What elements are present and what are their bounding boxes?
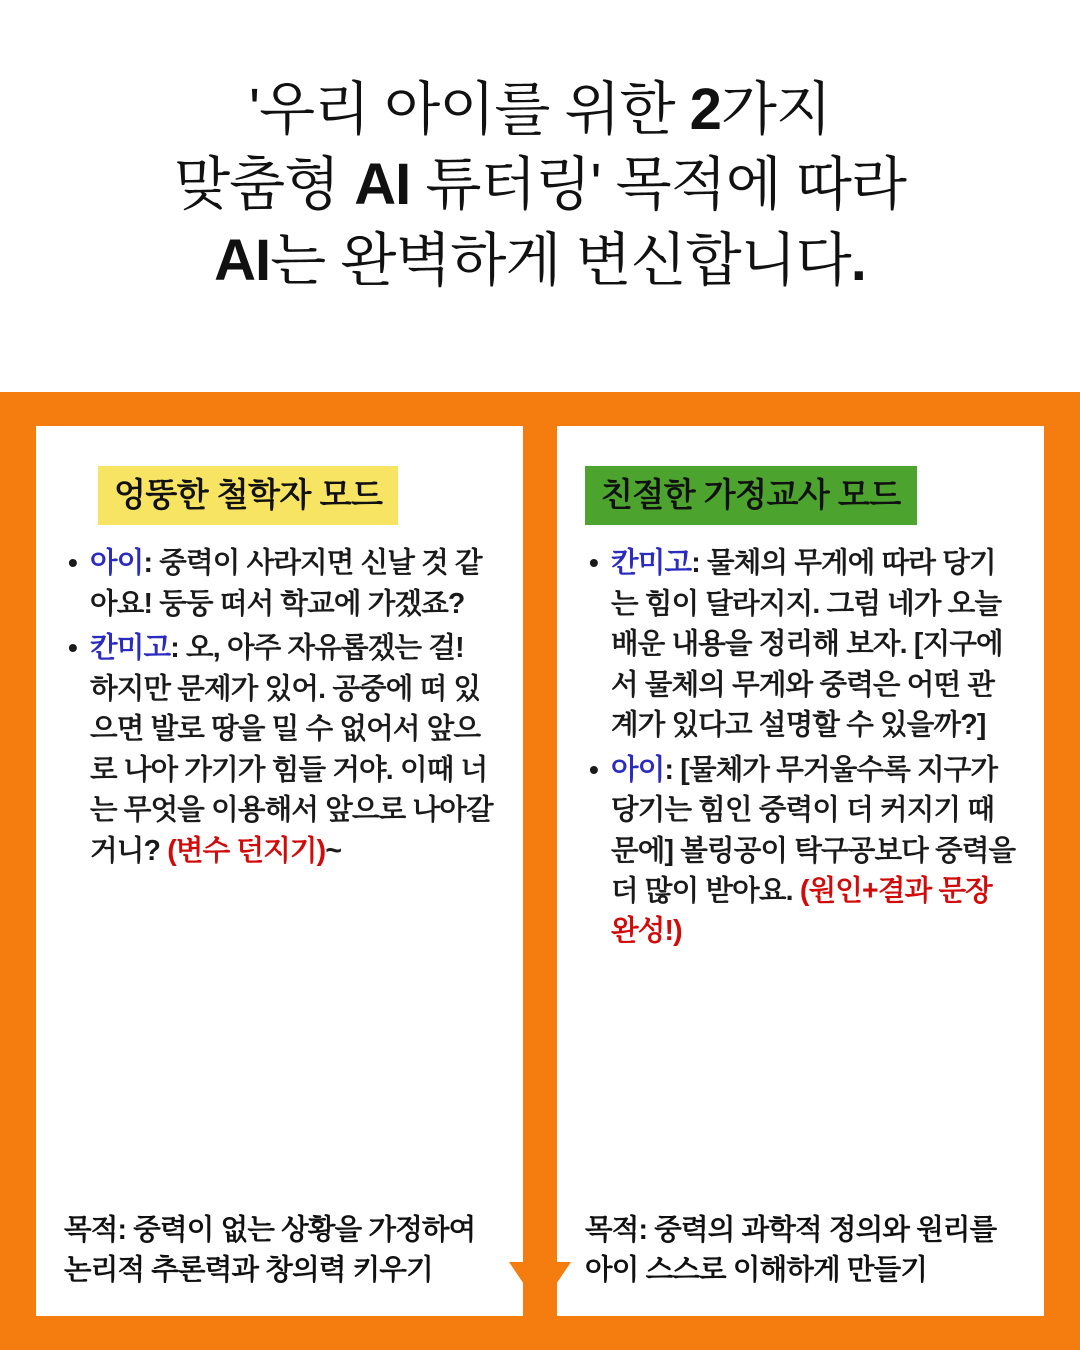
arrow-head-icon bbox=[509, 1262, 571, 1308]
card-right-purpose: 목적: 중력의 과학적 정의와 원리를 아이 스스로 이해하게 만들기 bbox=[585, 1214, 997, 1286]
dialog-text: : 오, 아주 자유롭겠는 걸! 하지만 문제가 있어. 공중에 떠 있으면 발로 땅을 밀 수 없어서 앞으로 나아 가기가 힘들 거야. 이때 너는 무엇을 이용해서 앞으로 나아갈 거니? bbox=[90, 632, 493, 867]
dialog-speaker: 칸미고 bbox=[611, 547, 692, 580]
headline-line-3 bbox=[40, 223, 1040, 298]
dialog-speaker: 아이 bbox=[90, 547, 144, 580]
headline-line-1-post: 가지 bbox=[720, 77, 831, 142]
headline-line-3-bold: AI bbox=[214, 227, 271, 293]
card-philosopher-mode bbox=[36, 426, 523, 1316]
headline-line-2 bbox=[40, 147, 1040, 222]
card-left-title: 엉뚱한 철학자 모드 bbox=[98, 466, 398, 525]
headline-line-2-pre: 맞춤형 bbox=[174, 152, 355, 218]
card-left-purpose: 목적: 중력이 없는 상황을 가정하여 논리적 추론력과 창의력 키우기 bbox=[64, 1214, 476, 1286]
list-item bbox=[64, 543, 495, 624]
dialog-tail: ~ bbox=[325, 834, 342, 867]
dialog-text: : 물체의 무게에 따라 당기는 힘이 달라지지. 그럼 네가 오늘 배운 내용을 정리해 보자. [지구에서 물체의 무게와 중력은 어떤 관계가 있다고 설명할 수 있을까?] bbox=[611, 547, 1003, 742]
headline-line-2-bold: AI bbox=[354, 152, 411, 218]
headline-line-1-bold: 2 bbox=[689, 77, 721, 142]
page-title bbox=[0, 0, 1080, 392]
dialog-text: : [물체가 무거울수록 지구가 당기는 힘인 중력이 더 커지기 때문에] 볼링공이 탁구공보다 중력을 더 많이 받아요. bbox=[611, 753, 1016, 907]
headline-line-3-period: . bbox=[850, 227, 866, 293]
card-right-title: 친절한 가정교사 모드 bbox=[585, 466, 917, 525]
headline-line-1-pre: '우리 아이를 위한 bbox=[249, 77, 690, 142]
dialog-highlight: (원인+결과 문장 완성!) bbox=[611, 875, 992, 948]
headline-line-1 bbox=[40, 72, 1040, 147]
headline-line-3-post: 는 완벽하게 변신합니다 bbox=[270, 227, 851, 293]
arrow-shaft bbox=[532, 392, 549, 1272]
dialog-speaker: 칸미고 bbox=[90, 632, 171, 665]
dialog-speaker: 아이 bbox=[611, 753, 665, 786]
card-left-dialog bbox=[64, 543, 495, 875]
list-item bbox=[64, 628, 495, 871]
card-tutor-mode bbox=[557, 426, 1044, 1316]
dialog-text: : 중력이 사라지면 신날 것 같아요! 둥둥 떠서 학교에 가겠죠? bbox=[90, 547, 482, 620]
list-item bbox=[585, 750, 1016, 952]
headline-line-2-post: 튜터링' 목적에 따라 bbox=[410, 152, 906, 218]
dialog-highlight: (변수 던지기) bbox=[167, 834, 326, 867]
arrow-down-icon bbox=[510, 392, 570, 422]
card-right-dialog bbox=[585, 543, 1016, 956]
list-item bbox=[585, 543, 1016, 745]
